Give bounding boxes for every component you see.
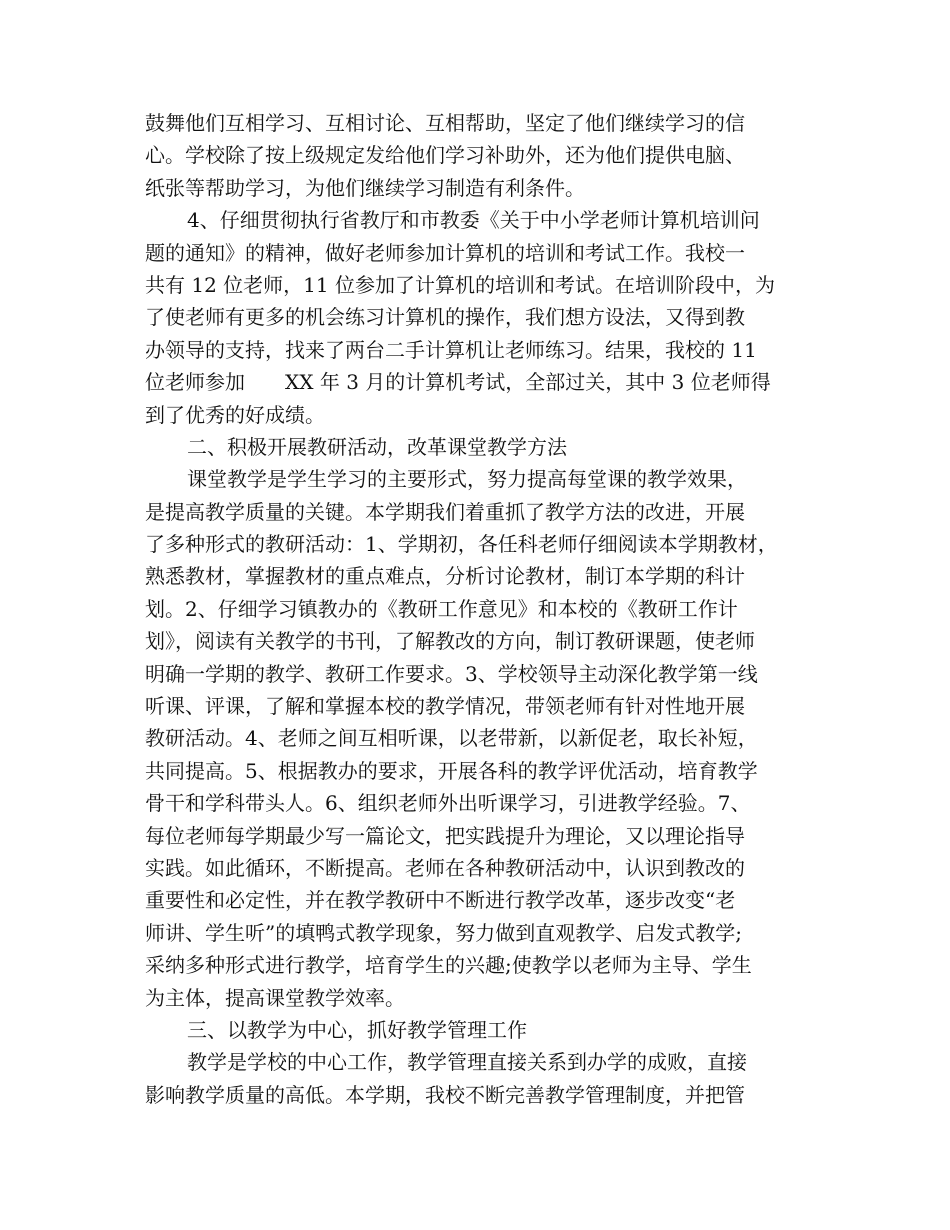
text-line: 骨干和学科带头人。6、组织老师外出听课学习，引进教学经验。7、 [145, 791, 751, 816]
paragraph-start-line: 教学是学校的中心工作，教学管理直接关系到办学的成败，直接 [187, 1050, 747, 1075]
text-line: 影响教学质量的高低。本学期，我校不断完善教学管理制度，并把管 [145, 1082, 745, 1107]
text-line: 每位老师每学期最少写一篇论文，把实践提升为理论，又以理论指导 [145, 823, 745, 848]
text-line: 了多种形式的教研活动：1、学期初，各任科老师仔细阅读本学期教材， [145, 532, 778, 557]
text-line: 实践。如此循环，不断提高。老师在各种教研活动中，认识到教改的 [145, 855, 745, 880]
text-line: 位老师参加 XX 年 3 月的计算机考试，全部过关，其中 3 位老师得 [145, 370, 771, 395]
text-line: 熟悉教材，掌握教材的重点难点，分析讨论教材，制订本学期的科计 [145, 564, 745, 589]
text-line: 听课、评课，了解和掌握本校的教学情况，带领老师有针对性地开展 [145, 694, 745, 719]
text-line: 划》，阅读有关教学的书刊，了解教改的方向，制订教研课题，使老师 [145, 629, 755, 654]
text-line: 鼓舞他们互相学习、互相讨论、互相帮助，坚定了他们继续学习的信 [145, 111, 745, 135]
text-line: 是提高教学质量的关键。本学期我们着重抓了教学方法的改进，开展 [145, 499, 745, 524]
body-text [145, 107, 825, 1111]
text-line: 办领导的支持，找来了两台二手计算机让老师练习。结果，我校的 11 [145, 337, 757, 362]
text-line: 采纳多种形式进行教学，培育学生的兴趣;使教学以老师为主导、学生 [145, 953, 752, 978]
text-line: 心。学校除了按上级规定发给他们学习补助外，还为他们提供电脑、 [145, 143, 745, 168]
text-line: 共同提高。5、根据教办的要求，开展各科的教学评优活动，培育教学 [145, 758, 758, 783]
text-line: 共有 12 位老师，11 位参加了计算机的培训和考试。在培训阶段中，为 [145, 272, 775, 297]
text-line: 到了优秀的好成绩。 [145, 402, 325, 427]
section-heading-2: 二、积极开展教研活动，改革课堂教学方法 [187, 434, 567, 459]
text-line: 教研活动。4、老师之间互相听课，以老带新，以新促老，取长补短， [145, 726, 758, 751]
text-line: 师讲、学生听”的填鸭式教学现象，努力做到直观教学、启发式教学; [145, 920, 742, 945]
text-line: 为主体，提高课堂教学效率。 [145, 985, 405, 1010]
text-line: 了使老师有更多的机会练习计算机的操作，我们想方设法，又得到教 [145, 305, 745, 330]
text-line: 重要性和必定性，并在教学教研中不断进行教学改革，逐步改变“老 [145, 888, 736, 913]
text-line: 划。2、仔细学习镇教办的《教研工作意见》和本校的《教研工作计 [145, 596, 738, 621]
paragraph-start-line: 课堂教学是学生学习的主要形式，努力提高每堂课的教学效果， [187, 467, 747, 492]
text-line: 题的通知》的精神，做好老师参加计算机的培训和考试工作。我校一 [145, 240, 745, 265]
text-line: 纸张等帮助学习，为他们继续学习制造有利条件。 [145, 175, 585, 200]
paragraph-start-line: 4、仔细贯彻执行省教厅和市教委《关于中小学老师计算机培训问 [187, 208, 760, 233]
text-line: 明确一学期的教学、教研工作要求。3、学校领导主动深化教学第一线 [145, 661, 758, 686]
section-heading-3: 三、以教学为中心，抓好教学管理工作 [187, 1017, 527, 1042]
